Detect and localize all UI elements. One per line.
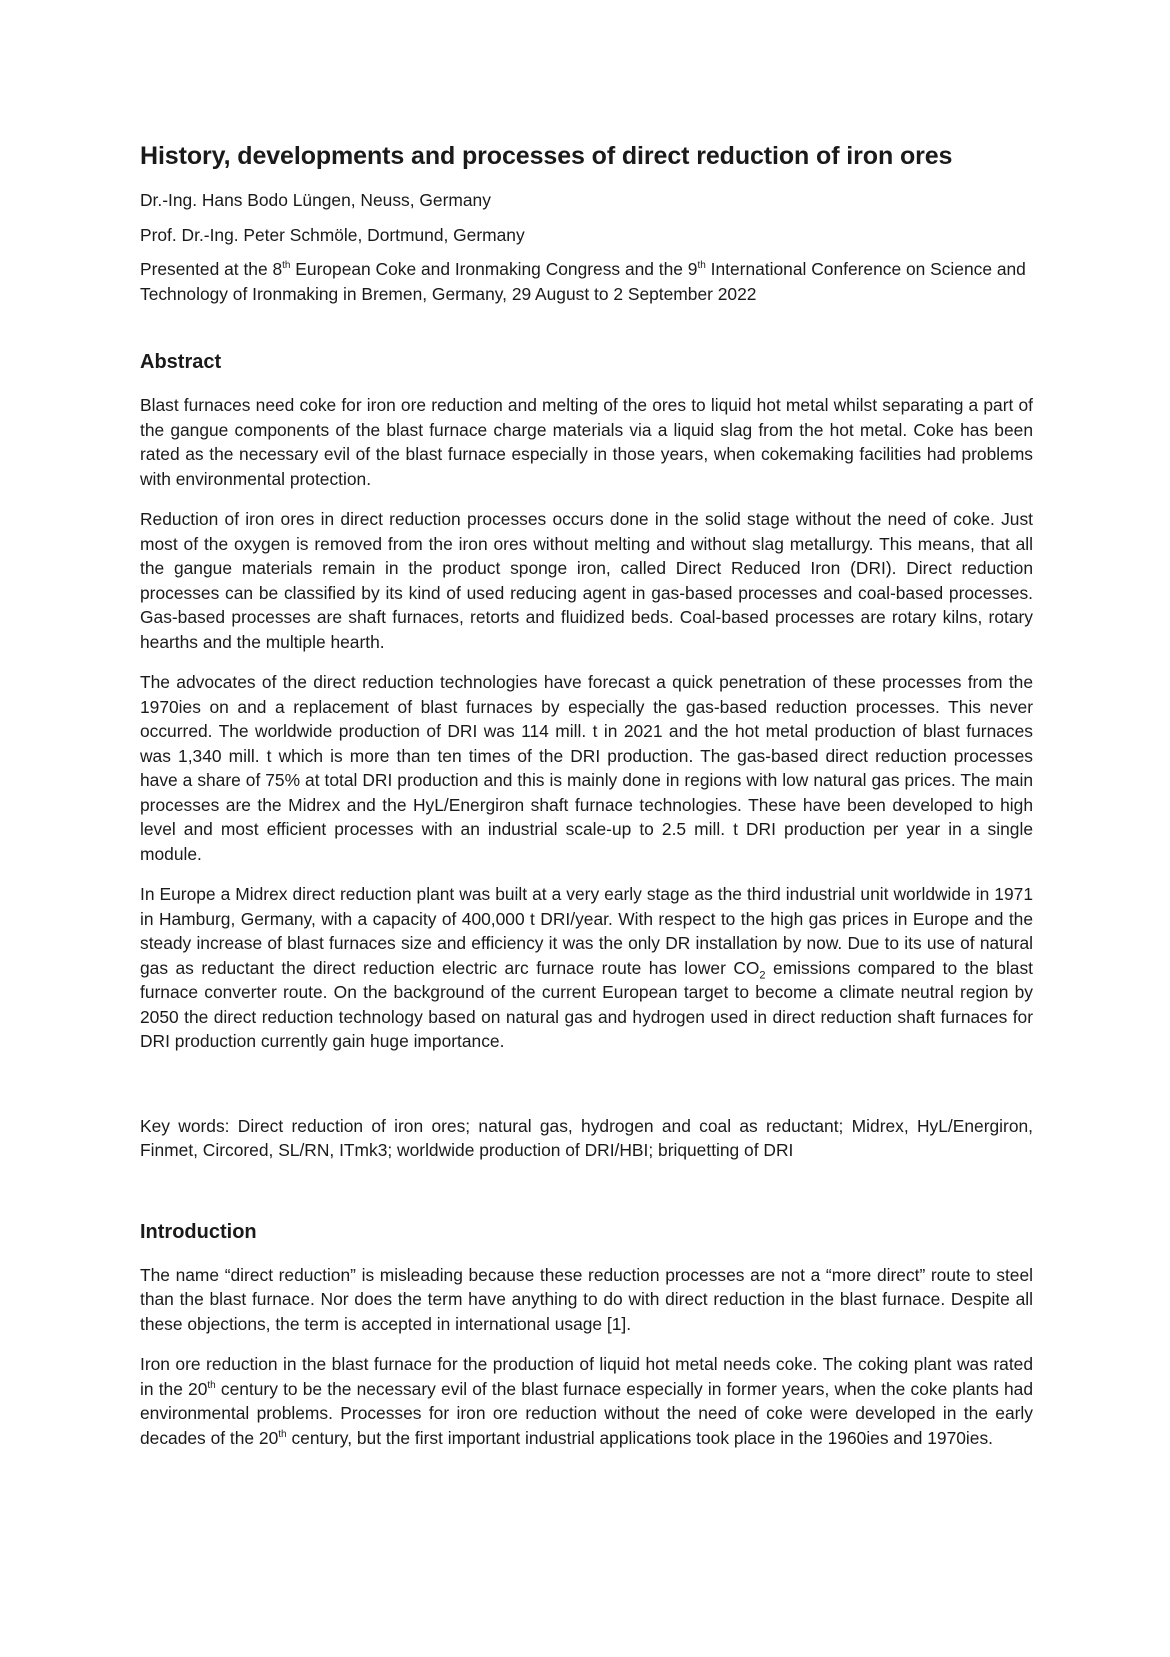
presented-sup-2: th	[697, 260, 706, 272]
introduction-paragraph-2	[140, 1352, 1033, 1450]
presented-sup-1: th	[282, 260, 291, 272]
paper-title: History, developments and processes of direct reduction of iron ores	[140, 142, 953, 170]
author-1: Dr.-Ing. Hans Bodo Lüngen, Neuss, Germany	[140, 190, 491, 210]
intro-p2-sup-1: th	[207, 1379, 216, 1391]
abstract-paragraph-3: The advocates of the direct reduction technologies have forecast a quick penetration of these processes from the 1970ies on and a replacement of blast furnaces by especially the gas-based reduction processes. This never occurred. The worldwide production of DRI was 114 mill. t in 2021 and the hot metal production of blast furnaces was 1,340 mill. t which is more than ten times of the DRI production. The gas-based direct reduction processes have a share of 75% at total DRI production and this is mainly done in regions with low natural gas prices. The main processes are the Midrex and the HyL/Energiron shaft furnace technologies. These have been developed to high level and most efficient processes with an industrial scale-up to 2.5 mill. t DRI production per year in a single module.	[140, 672, 1033, 864]
abstract-paragraph-4	[140, 882, 1033, 1054]
abstract-paragraph-1: Blast furnaces need coke for iron ore reduction and melting of the ores to liquid hot metal whilst separating a part of the gangue components of the blast furnace charge materials via a liquid slag from the hot metal. Coke has been rated as the necessary evil of the blast furnace especially in those years, when cokemaking facilities had problems with environmental protection.	[140, 395, 1033, 489]
co2-subscript: 2	[759, 968, 766, 981]
keywords: Key words: Direct reduction of iron ores; natural gas, hydrogen and coal as reductant; Midrex, HyL/Energiron, Finmet, Circored, SL/RN, ITmk3; worldwide production of DRI/HBI; briquetting of DRI	[140, 1115, 1033, 1160]
abstract-p4-text-a: In Europe a Midrex direct reduction plant was built at a very early stage as the third industrial unit worldwide in 1971 in Hamburg, Germany, with a capacity of 400,000 t DRI/year. With respect to the high gas prices in Europe and the steady increase of blast furnaces size and efficiency it was the only DR installation by now. Due to its use of natural gas as reductant the direct reduction electric arc furnace route has lower CO	[140, 884, 1033, 978]
presented-note	[140, 257, 1033, 306]
abstract-heading: Abstract	[140, 351, 222, 373]
abstract-p4-text-b: emissions compared to the blast furnace converter route. On the background of the current European target to become a climate neutral region by 2050 the direct reduction technology based on natural gas and hydrogen used in direct reduction shaft furnaces for DRI production currently gain huge importance.	[140, 957, 1033, 1051]
intro-p2-sup-2: th	[278, 1428, 287, 1440]
author-2: Prof. Dr.-Ing. Peter Schmöle, Dortmund, Germany	[140, 224, 525, 245]
paper-page	[140, 140, 1033, 1450]
introduction-paragraph-1: The name “direct reduction” is misleading because these reduction processes are not a “more direct” route to steel than the blast furnace. Nor does the term have anything to do with direct reduction in the blast furnace. Despite all these objections, the term is accepted in international usage [1].	[140, 1264, 1033, 1334]
abstract-paragraph-2: Reduction of iron ores in direct reduction processes occurs done in the solid stage without the need of coke. Just most of the oxygen is removed from the iron ores without melting and without slag metallurgy. This means, that all the gangue materials remain in the product sponge iron, called Direct Reduced Iron (DRI). Direct reduction processes can be classified by its kind of used reducing agent in gas-based processes and coal-based processes. Gas-based processes are shaft furnaces, retorts and fluidized beds. Coal-based processes are rotary kilns, rotary hearths and the multiple hearth.	[140, 509, 1033, 652]
introduction-heading: Introduction	[140, 1220, 257, 1243]
presented-text-3: International Conference on Science and Technology of Ironmaking in Bremen, Germany, 29 August to 2 September 2022	[140, 259, 1026, 304]
intro-p2-text-b: century to be the necessary evil of the blast furnace especially in former years, when the coke plants had environmental problems. Processes for iron ore reduction without the need of coke were developed in the early decades of the 20	[140, 1378, 1033, 1448]
presented-text-1: Presented at the 8	[140, 259, 283, 279]
intro-p2-text-a: Iron ore reduction in the blast furnace for the production of liquid hot metal needs coke. The coking plant was rated in the 20	[140, 1354, 1033, 1399]
presented-text-2: European Coke and Ironmaking Congress and the 9	[290, 259, 698, 279]
intro-p2-text-c: century, but the first important industrial applications took place in the 1960ies and 1970ies.	[286, 1427, 993, 1448]
